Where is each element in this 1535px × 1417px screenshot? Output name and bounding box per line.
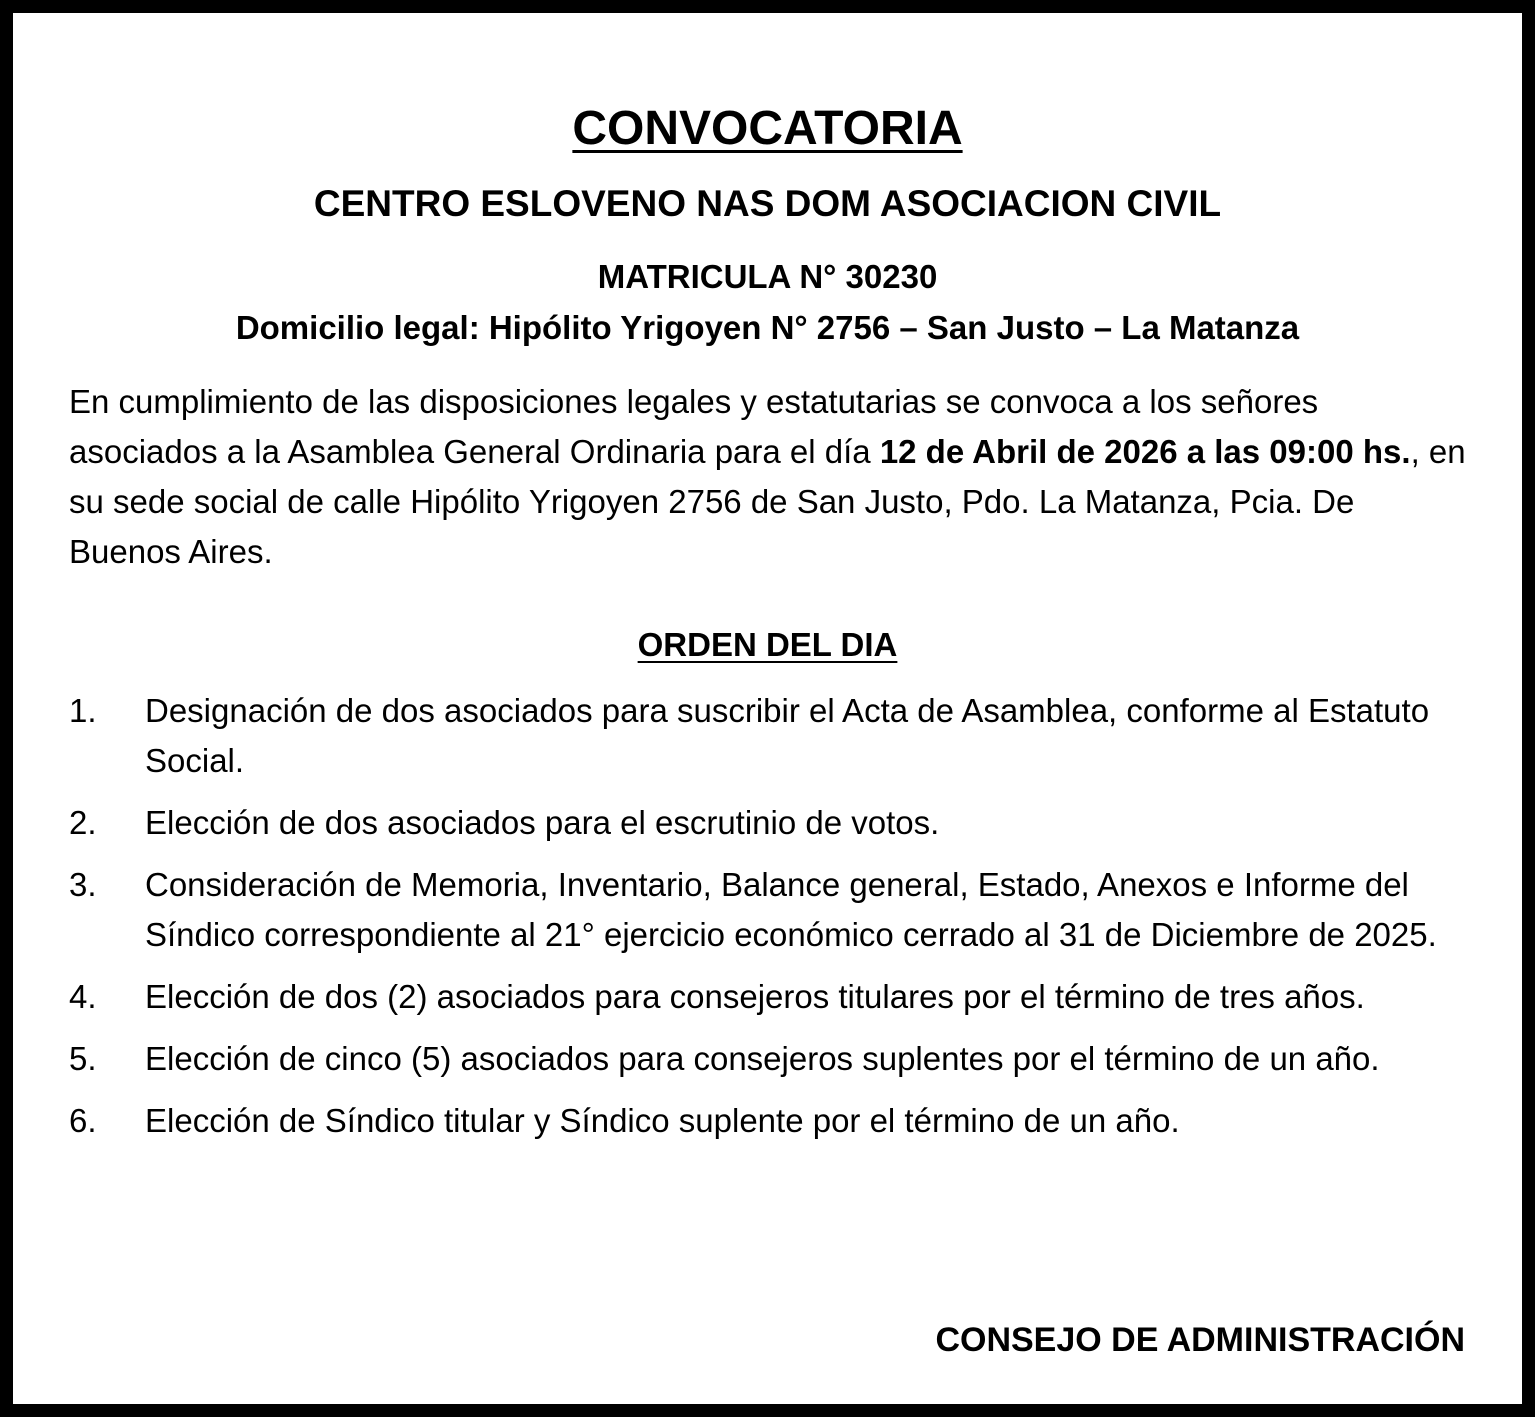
intro-text-start: En cumplimiento de las disposiciones legales y estatutarias se convoca a los señores asociados a la Asamblea General Ordinaria para el día (69, 383, 1319, 470)
signature-block: CONSEJO DE ADMINISTRACIÓN (935, 1321, 1465, 1359)
agenda-item-text: Elección de Síndico titular y Síndico suplente por el término de un año. (145, 1102, 1180, 1139)
agenda-item (69, 972, 1489, 1022)
agenda-item-number: 3. (69, 866, 97, 903)
agenda-item (69, 860, 1489, 960)
agenda-item-number: 6. (69, 1102, 97, 1139)
agenda-item (69, 1096, 1489, 1146)
agenda-item-text: Elección de cinco (5) asociados para consejeros suplentes por el término de un año. (145, 1040, 1380, 1077)
agenda-item-text: Consideración de Memoria, Inventario, Balance general, Estado, Anexos e Informe del Síndico correspondiente al 21° ejercicio económico cerrado al 31 de Diciembre de 2025. (145, 866, 1437, 953)
agenda-heading: ORDEN DEL DIA (637, 626, 898, 663)
agenda-item-number: 2. (69, 804, 97, 841)
agenda-item-number: 5. (69, 1040, 97, 1077)
agenda-item-number: 1. (69, 692, 97, 729)
matricula-number: MATRICULA N° 30230 (597, 258, 938, 295)
agenda-item (69, 1034, 1489, 1084)
page-title: CONVOCATORIA (572, 102, 963, 155)
agenda-item-text: Elección de dos asociados para el escrutinio de votos. (145, 804, 940, 841)
intro-paragraph (69, 377, 1469, 577)
organization-name: CENTRO ESLOVENO NAS DOM ASOCIACION CIVIL (313, 183, 1222, 224)
agenda-item (69, 798, 1489, 848)
meeting-date: 12 de Abril de 2026 a las 09:00 hs. (879, 433, 1411, 470)
intro-text-end: , en su sede social de calle Hipólito Yrigoyen 2756 de San Justo, Pdo. La Matanza, Pcia. De Buenos Aires. (69, 433, 1466, 570)
agenda-list (69, 686, 1489, 1158)
legal-address: Domicilio legal: Hipólito Yrigoyen N° 2756 – San Justo – La Matanza (235, 309, 1300, 346)
agenda-item (69, 686, 1489, 786)
agenda-item-text: Elección de dos (2) asociados para consejeros titulares por el término de tres años. (145, 978, 1365, 1015)
agenda-item-text: Designación de dos asociados para suscribir el Acta de Asamblea, conforme al Estatuto Social. (145, 692, 1430, 779)
agenda-item-number: 4. (69, 978, 97, 1015)
